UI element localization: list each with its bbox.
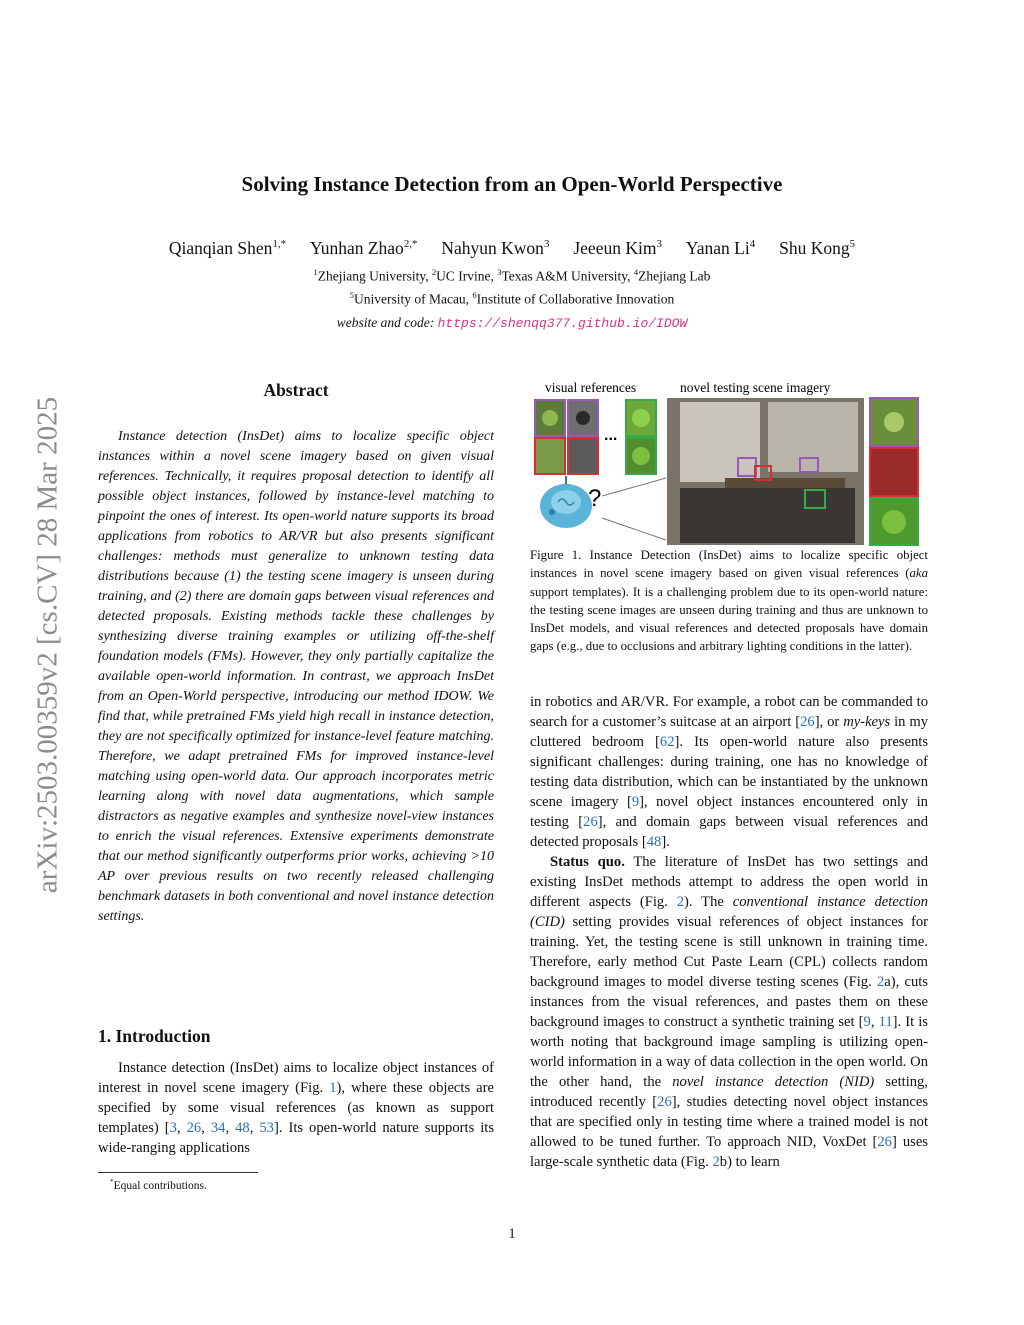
website-line (0, 315, 1024, 331)
citation-link[interactable]: 26 (800, 714, 815, 730)
footnote-rule (98, 1172, 258, 1173)
text-run: , (870, 1014, 879, 1030)
text-run: ]. Its open-world nature also presents significant challenges: during training, one has no knowledge of testing data distribution, which can be instantiated by the unknown scene imagery [ (530, 734, 928, 810)
author-name: Yunhan Zhao$^{2,*}$ (310, 238, 418, 258)
citation-link[interactable]: 48 (235, 1120, 250, 1136)
text-run: in robotics and AR/VR. For example, a robot can be commanded to search for a customer’s suitcase at an airport [ (530, 694, 928, 730)
affiliations-line-2 (0, 291, 1024, 308)
text-run: ], studies detecting novel object instances that are specified only in testing time where a trained model is not allowed to be tuned further. To approach NID, VoxDet [ (530, 1094, 929, 1150)
text-run: setting provides visual references of object instances for training. Yet, the testing scene is still unknown in training time. Therefore, early method Cut Paste Learn (CPL) collects random background images to model diverse testing scenes (Fig. (530, 914, 928, 990)
affiliation-mark: 3 (497, 268, 502, 277)
affiliation-mark: 4 (633, 268, 639, 277)
figure-ellipsis: ... (604, 427, 618, 444)
citation-link[interactable]: 11 (878, 1014, 893, 1030)
author-affiliation-mark: 4 (749, 238, 756, 251)
text-run: in my cluttered bedroom [ (530, 714, 929, 750)
citation-link[interactable]: 26 (186, 1120, 202, 1136)
website-link[interactable]: https://shenqq377.github.io/IDOW (437, 316, 688, 331)
citation-link[interactable]: 2 (712, 1154, 720, 1170)
brain-head-icon (540, 484, 592, 528)
text-run: ), where these objects are specified by some visual references (as known as support templates) [ (98, 1080, 494, 1136)
author-name: Nahyun Kwon$^3$ (441, 238, 550, 258)
citation-link[interactable]: 34 (210, 1120, 226, 1136)
page-number: 1 (508, 1226, 516, 1242)
affiliation-name: University of Macau, (353, 291, 473, 307)
citation-link[interactable]: 53 (259, 1120, 274, 1136)
author-affiliation-mark: 5 (849, 238, 856, 251)
figure-1-caption (530, 546, 928, 656)
caption-text-b: support templates). It is a challenging problem due to its open-world nature: the testing scene images are unseen during training and thus are unknown to InsDet models, and visual references and detected proposals have domain gaps (e.g., due to occlusions and arbitrary lighting conditions in the latter). (530, 584, 928, 654)
text-run: novel instance detection (NID) (672, 1074, 875, 1090)
text-run: ], and domain gaps between visual references and detected proposals [ (530, 814, 928, 850)
connector-line (602, 478, 666, 496)
citation-link[interactable]: 2 (676, 894, 685, 910)
text-run: Status quo. (550, 854, 625, 870)
section-heading-introduction: 1. Introduction (98, 1026, 211, 1046)
author-name: Yanan Li$^4$ (685, 238, 756, 258)
affiliation-name: Texas A&M University, (501, 268, 634, 284)
footnote (110, 1178, 207, 1192)
citation-link[interactable]: 26 (877, 1134, 892, 1150)
citation-link[interactable]: 2 (876, 974, 885, 990)
text-run: conventional instance detection (CID) (530, 894, 928, 930)
affiliation-mark: 6 (472, 291, 477, 300)
text-run: setting, introduced recently [ (530, 1074, 928, 1110)
text-run: a), cuts instances from the visual references, and pastes them on these background images to construct a synthetic training set [ (530, 974, 928, 1030)
paragraph-robotics (530, 692, 928, 852)
text-run: ]. Its open-world nature supports its wide-ranging applications (98, 1120, 495, 1156)
text-run: ]. (661, 834, 670, 850)
affiliation-name: Zhejiang University, (317, 268, 432, 284)
footnote-mark: * (110, 1178, 114, 1186)
question-mark-icon: ? (588, 485, 602, 512)
citation-link[interactable]: 1 (329, 1080, 337, 1096)
text-run: , (201, 1120, 211, 1136)
abstract-heading: Abstract (263, 380, 329, 400)
paper-title: Solving Instance Detection from an Open-World Perspective (241, 172, 783, 196)
citation-link[interactable]: 9 (863, 1014, 871, 1030)
arxiv-stamp: arXiv:2503.00359v2 [cs.CV] 28 Mar 2025 (31, 396, 64, 894)
caption-text-a: Instance Detection (InsDet) aims to localize specific object instances in novel scene imagery based on given visual references ( (530, 548, 928, 581)
connector-line (602, 518, 666, 540)
text-run: ] uses large-scale synthetic data (Fig. (530, 1134, 928, 1170)
text-run: , (176, 1120, 187, 1136)
citation-link[interactable]: 48 (646, 834, 662, 850)
visual-reference-thumbnails (535, 400, 656, 474)
detected-proposals (870, 398, 918, 545)
caption-aka: aka (909, 566, 928, 581)
text-run: my-keys (843, 714, 891, 730)
figure-label-novel-scene: novel testing scene imagery (680, 380, 831, 395)
affiliation-mark: 5 (349, 291, 354, 300)
text-run: The literature of InsDet has two settings and existing InsDet methods attempt to address the open world in different aspects (Fig. (530, 854, 928, 910)
author-name: Qianqian Shen$^{1,*}$ (168, 238, 286, 258)
citation-link[interactable]: 26 (583, 814, 598, 830)
right-column-text (530, 692, 928, 1172)
text-run: b) to learn (719, 1154, 780, 1170)
author-name: Jeeeun Kim$^3$ (573, 238, 662, 258)
text-run: Instance detection (InsDet) aims to localize object instances of interest in novel scene imagery (Fig. (98, 1060, 494, 1096)
citation-link[interactable]: 9 (631, 794, 640, 810)
intro-paragraph (98, 1058, 494, 1158)
affiliation-name: Zhejiang Lab (638, 268, 711, 284)
author-name: Shu Kong$^5$ (779, 238, 856, 258)
citation-link[interactable]: 26 (657, 1094, 672, 1110)
figure-1 (530, 378, 928, 546)
author-list (0, 238, 1024, 259)
website-label: website and code: (336, 315, 435, 330)
footnote-text: Equal contributions. (113, 1179, 207, 1192)
author-affiliation-mark: 3 (656, 238, 662, 251)
citation-link[interactable]: 3 (169, 1120, 177, 1136)
text-run: ], novel object instances encountered only in testing [ (530, 794, 928, 830)
affiliation-mark: 1 (313, 268, 318, 277)
figure-label-visual-references: visual references (545, 380, 637, 395)
author-affiliation-mark: 3 (543, 238, 550, 251)
text-run: ). The (684, 894, 733, 910)
affiliation-mark: 2 (431, 268, 437, 277)
text-run: , (249, 1120, 260, 1136)
author-affiliation-mark: 2,* (403, 238, 418, 251)
paragraph-status-quo (530, 852, 928, 1172)
scene-image (667, 398, 864, 545)
affiliations-line-1 (0, 268, 1024, 285)
affiliation-name: Institute of Collaborative Innovation (476, 291, 675, 307)
citation-link[interactable]: 62 (659, 734, 675, 750)
text-run: ]. It is worth noting that background image sampling is utilizing open-world information in a way of data collection in the open world. On the other hand, the (530, 1014, 928, 1090)
abstract-text: Instance detection (InsDet) aims to localize specific object instances within a novel scene imagery based on given visual references. Technically, it requires proposal detection to identify all possible object instances, followed by instance-level matching to pinpoint the ones of interest. Its open-world nature supports its broad applications from robotics to AR/VR but also presents significant challenges: methods must generalize to unknown testing data distributions because (1) the testing scene imagery is unseen during training, and (2) there are domain gaps between visual references and detected proposals. Existing methods tackle these challenges by synthesizing diverse training examples or utilizing off-the-shelf foundation models (FMs). However, they only partially capitalize the available open-world information. In contrast, we approach InsDet from an Open-World perspective, introducing our method IDOW. We find that, while pretrained FMs yield high recall in instance detection, they are not specifically optimized for instance-level feature matching. Therefore, we adapt pretrained FMs for improved instance-level matching using open-world data. Our approach incorporates metric learning along with novel data augmentations, which sample distractors as negative examples and synthesize novel-view instances to enrich the visual references. Extensive experiments demonstrate that our method significantly outperforms prior works, achieving >10 AP over previous results on two recently released challenging benchmark datasets in both conventional and novel instance detection settings. (98, 429, 494, 924)
caption-prefix: Figure 1. (530, 548, 582, 562)
author-affiliation-mark: 1,* (272, 238, 286, 251)
affiliation-name: UC Irvine, (436, 268, 498, 284)
text-run: , (225, 1120, 236, 1136)
text-run: ], or (814, 714, 844, 730)
